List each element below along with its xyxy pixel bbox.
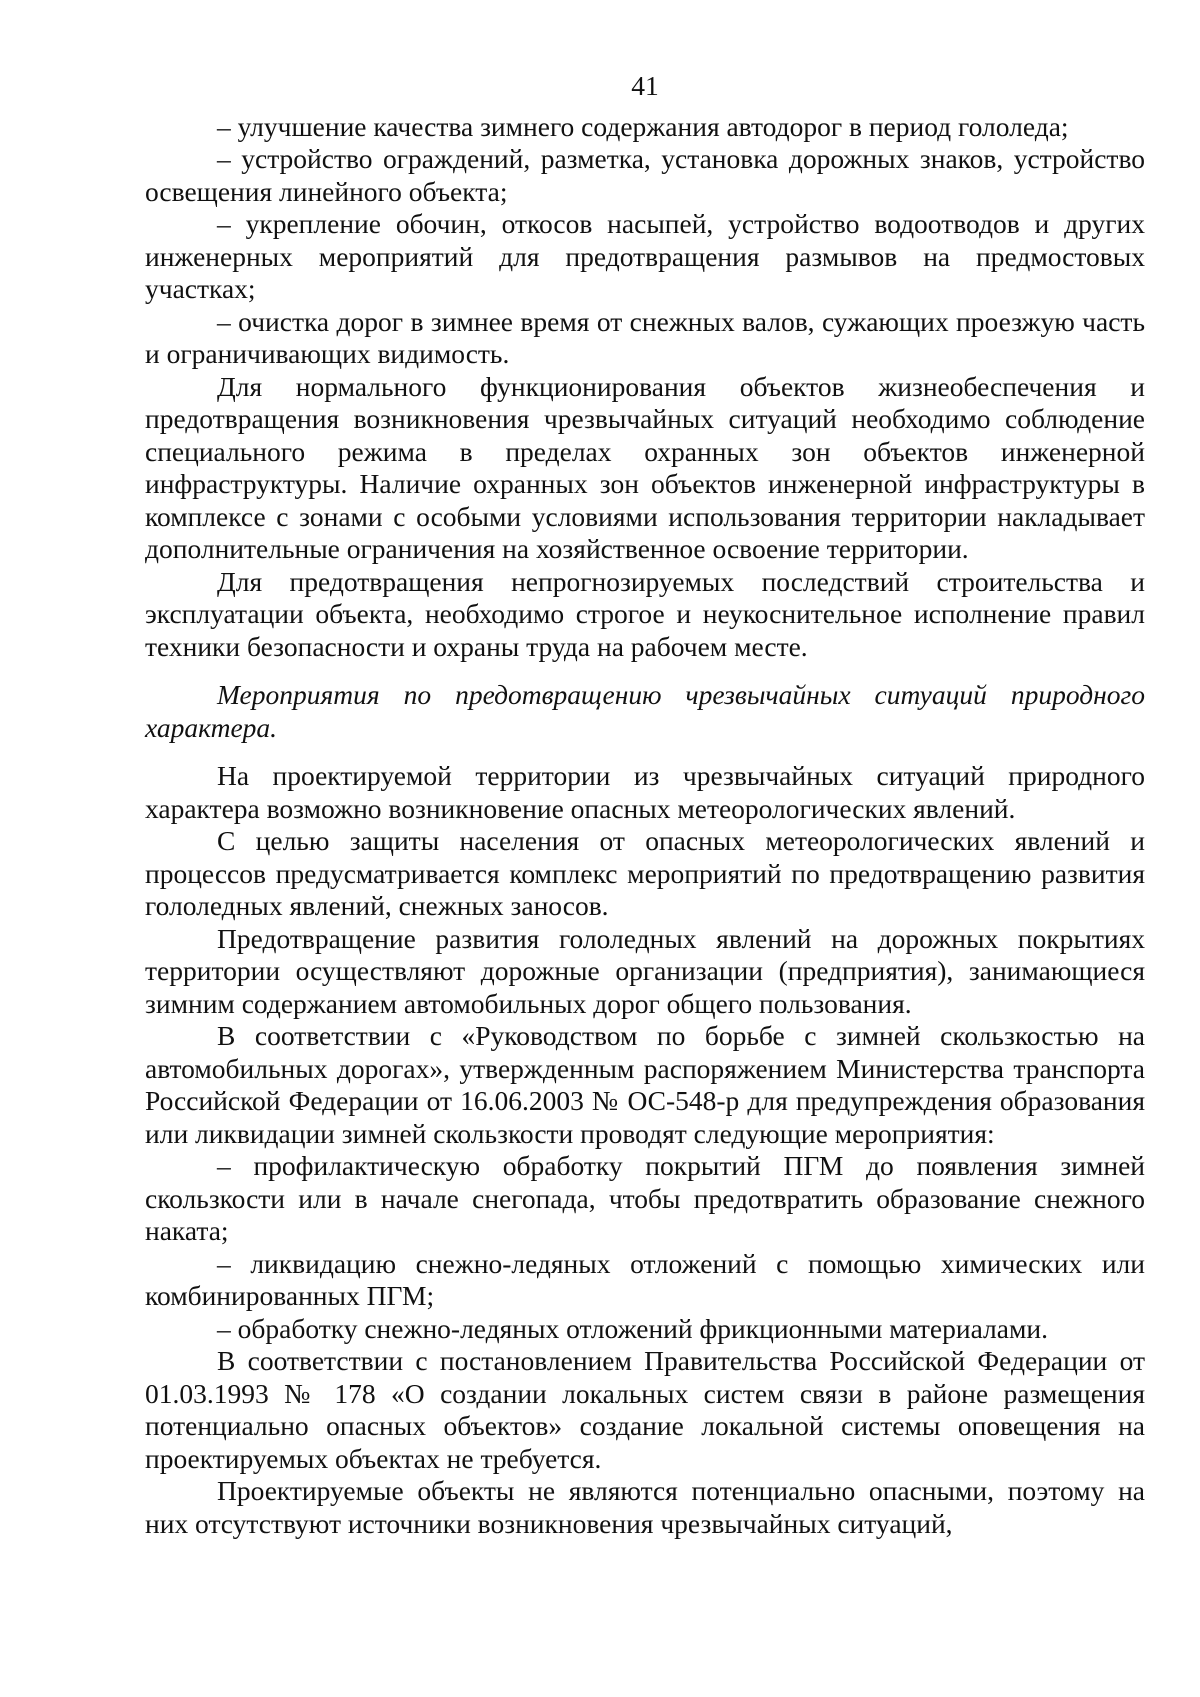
section-heading: Мероприятия по предотвращению чрезвычайных ситуаций природного характера. bbox=[145, 679, 1145, 743]
body-paragraph: В соответствии с постановлением Правительства Российской Федерации от 01.03.1993 № 178 «О создании локальных систем связи в районе размещения потенциально опасных объектов» создание локальной системы оповещения на проектируемых объектах не требуется. bbox=[145, 1345, 1145, 1474]
body-paragraph: На проектируемой территории из чрезвычайных ситуаций природного характера возможно возникновение опасных метеорологических явлений. bbox=[145, 760, 1145, 824]
document-page bbox=[145, 70, 1145, 1540]
spacer bbox=[145, 744, 1145, 760]
bullet-item: – обработку снежно-ледяных отложений фрикционными материалами. bbox=[217, 1312, 1048, 1344]
body-paragraph: Для нормального функционирования объектов жизнеобеспечения и предотвращения возникновения чрезвычайных ситуаций необходимо соблюдение специального режима в пределах охранных зон объектов инженерной инфраструктуры. Наличие охранных зон объектов инженерной инфраструктуры в комплексе с зонами с особыми условиями использования территории накладывает дополнительные ограничения на хозяйственное освоение территории. bbox=[145, 370, 1145, 564]
bullet-item: – укрепление обочин, откосов насыпей, устройство водоотводов и других инженерных мероприятий для предотвращения размывов на предмостовых участках; bbox=[145, 208, 1145, 304]
bullet-item: – очистка дорог в зимнее время от снежных валов, сужающих проезжую часть и ограничивающих видимость. bbox=[145, 305, 1145, 369]
body-paragraph: Предотвращение развития гололедных явлений на дорожных покрытиях территории осуществляют дорожные организации (предприятия), занимающиеся зимним содержанием автомобильных дорог общего пользования. bbox=[145, 922, 1145, 1019]
body-paragraph: Проектируемые объекты не являются потенциально опасными, поэтому на них отсутствуют источники возникновения чрезвычайных ситуаций, bbox=[145, 1475, 1145, 1539]
page-number: 41 bbox=[631, 70, 659, 101]
body-paragraph: Для предотвращения непрогнозируемых последствий строительства и эксплуатации объекта, необходимо строгое и неукоснительное исполнение правил техники безопасности и охраны труда на рабочем месте. bbox=[145, 565, 1145, 662]
body-paragraph: В соответствии с «Руководством по борьбе с зимней скользкостью на автомобильных дорогах», утвержденным распоряжением Министерства транспорта Российской Федерации от 16.06.2003 № ОС-548-р для предупреждения образования или ликвидации зимней скользкости проводят следующие мероприятия: bbox=[145, 1020, 1145, 1149]
bullet-item: – профилактическую обработку покрытий ПГМ до появления зимней скользкости или в начале снегопада, чтобы предотвратить образование снежного наката; bbox=[145, 1150, 1145, 1246]
bullet-item: – ликвидацию снежно-ледяных отложений с помощью химических или комбинированных ПГМ; bbox=[145, 1247, 1145, 1311]
spacer bbox=[145, 663, 1145, 679]
bullet-item: – устройство ограждений, разметка, установка дорожных знаков, устройство освещения линейного объекта; bbox=[145, 143, 1145, 207]
body-paragraph: С целью защиты населения от опасных метеорологических явлений и процессов предусматривается комплекс мероприятий по предотвращению развития гололедных явлений, снежных заносов. bbox=[145, 825, 1145, 921]
bullet-item: – улучшение качества зимнего содержания автодорог в период гололеда; bbox=[217, 110, 1069, 142]
